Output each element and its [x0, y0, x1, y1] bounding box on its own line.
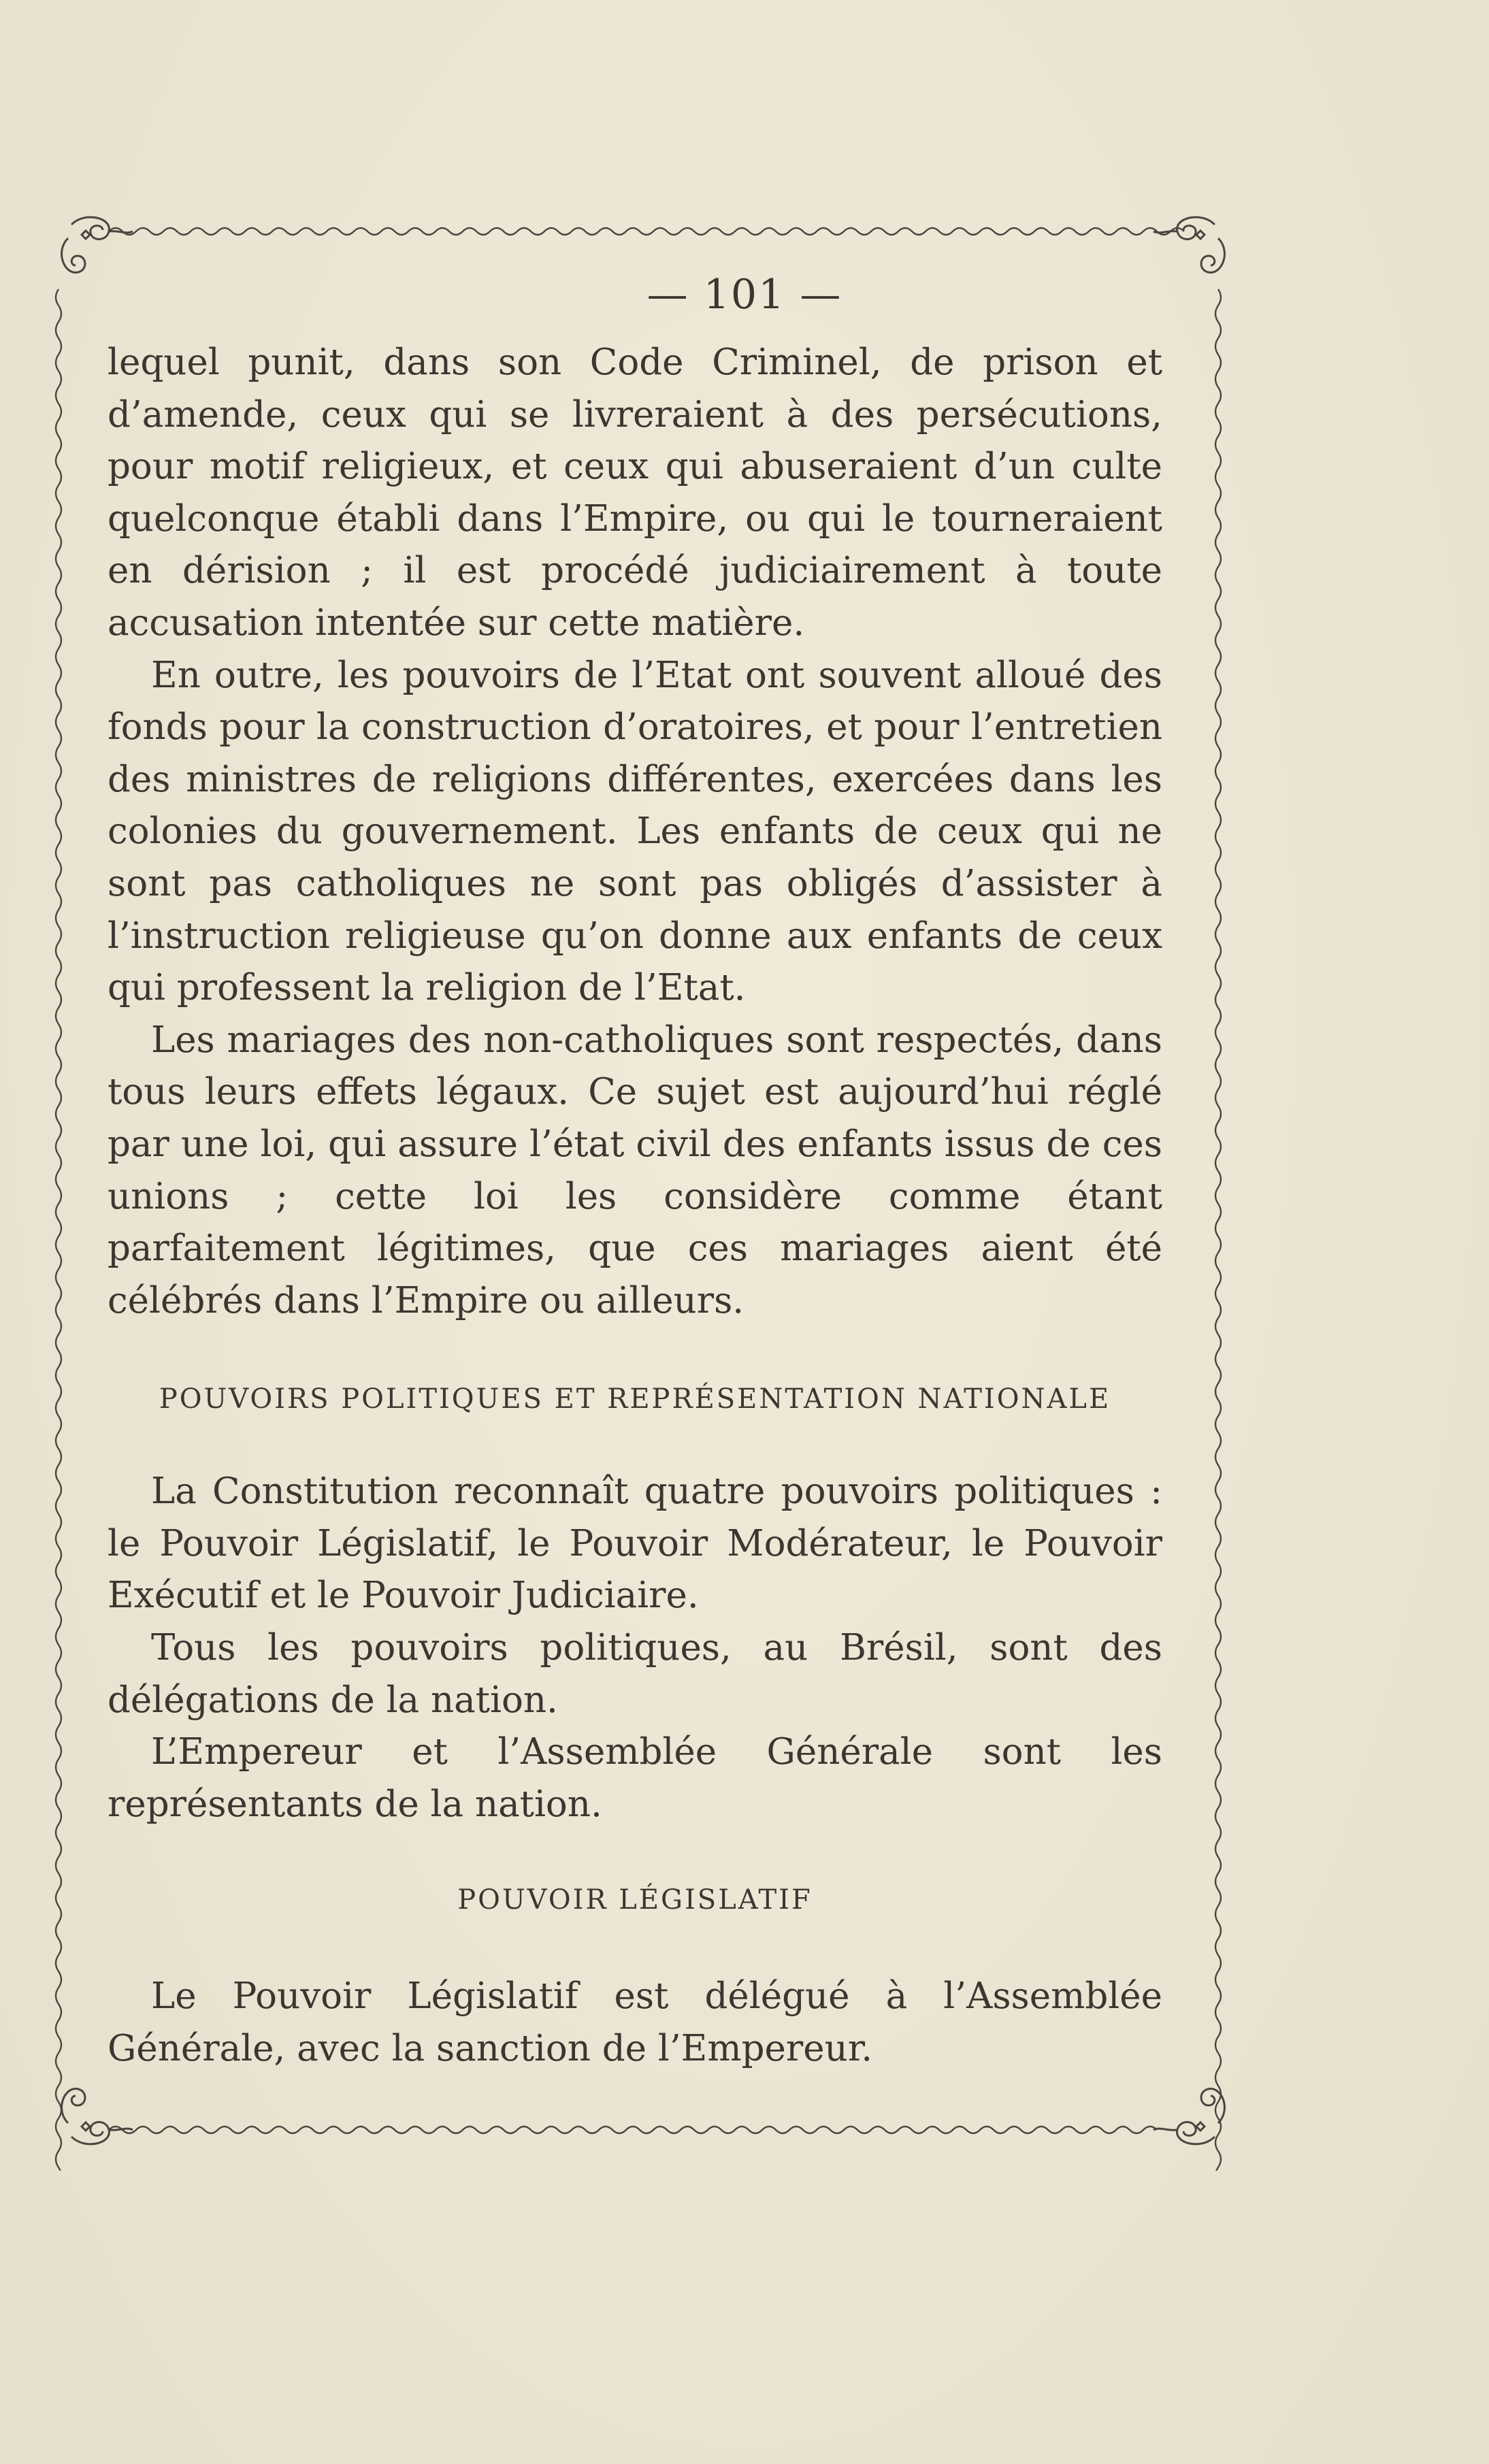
bottom-wavy-rule	[109, 2126, 1157, 2133]
left-wavy-rule	[56, 289, 61, 2171]
paragraph: L’Empereur et l’Assemblée Générale sont les représentants de la nation.	[108, 1731, 1162, 1825]
paragraph: Le Pouvoir Législatif est délégué à l’Assemblée Générale, avec la sanction de l’Empereur.	[108, 1975, 1162, 2070]
right-wavy-rule	[1215, 289, 1221, 2171]
paragraph: La Constitution reconnaît quatre pouvoirs politiques : le Pouvoir Législatif, le Pouvoir Modérateur, le Pouvoir Exécutif et le Pouvoir Judiciaire.	[108, 1471, 1162, 1617]
body-text	[108, 337, 1162, 2075]
corner-flourish-bottom-right	[1153, 2089, 1224, 2144]
section-heading: POUVOIR LÉGISLATIF	[457, 1884, 813, 1916]
paragraph: lequel punit, dans son Code Criminel, de prison et d’amende, ceux qui se livreraient à des persécutions, pour motif religieux, et ceux qui abuseraient d’un culte quelconque établi dans l’Empire, ou qui le tourneraient en dérision ; il est procédé judiciairement à toute accusation intentée sur cette matière.	[108, 342, 1162, 644]
top-wavy-rule	[109, 228, 1184, 235]
paragraph: Les mariages des non-catholiques sont respectés, dans tous leurs effets légaux. Ce sujet est aujourd’hui réglé par une loi, qui assure l’état civil des enfants issus de ces unions ; cette loi les considère comme étant parfaitement légitimes, que ces mariages aient été célébrés dans l’Empire ou ailleurs.	[108, 1019, 1162, 1321]
corner-flourish-bottom-left	[62, 2089, 133, 2144]
section-heading: POUVOIRS POLITIQUES ET REPRÉSENTATION NATIONALE	[159, 1383, 1111, 1415]
corner-flourish-top-left	[62, 217, 133, 272]
paragraph: En outre, les pouvoirs de l’Etat ont souvent alloué des fonds pour la construction d’oratoires, et pour l’entretien des ministres de religions différentes, exercées dans les colonies du gouvernement. Les enfants de ceux qui ne sont pas catholiques ne sont pas obligés d’assister à l’instruction religieuse qu’on donne aux enfants de ceux qui professent la religion de l’Etat.	[108, 654, 1162, 1009]
corner-flourish-top-right	[1153, 217, 1224, 272]
paragraph: Tous les pouvoirs politiques, au Brésil, sont des délégations de la nation.	[108, 1627, 1162, 1721]
page-number: — 101 —	[647, 271, 842, 318]
